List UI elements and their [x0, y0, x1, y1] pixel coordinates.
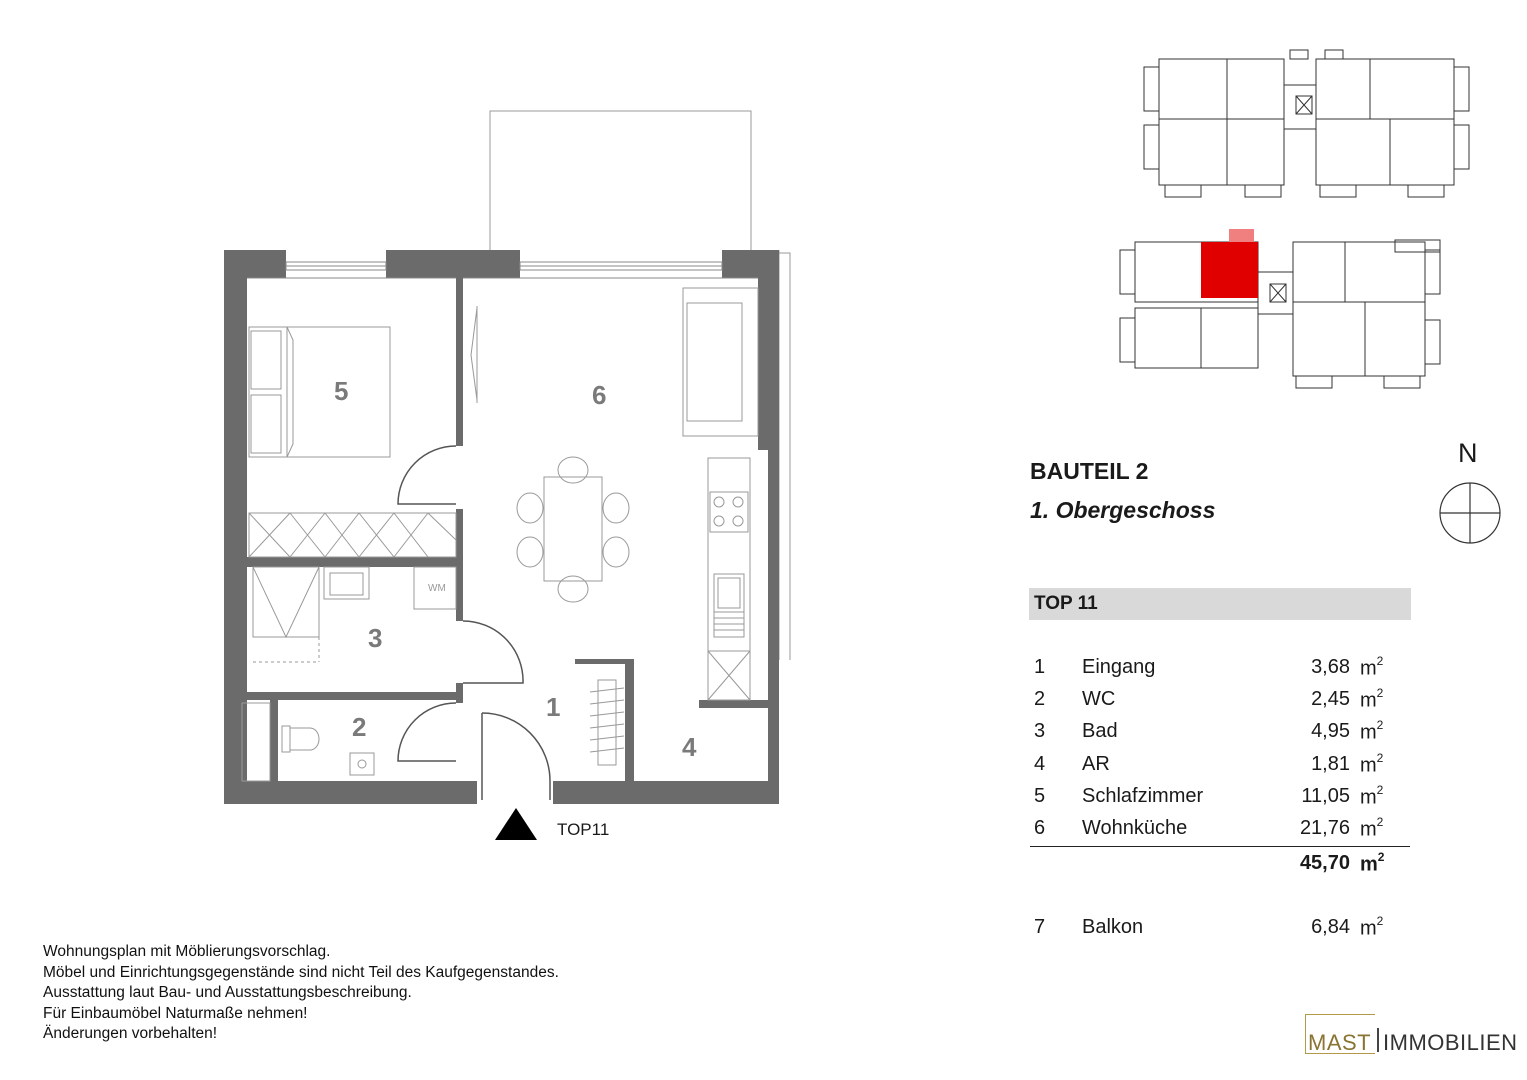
coat-rack	[590, 680, 624, 765]
total-area: 45,70	[1299, 852, 1350, 874]
room-number: 6	[1034, 817, 1046, 839]
note-line: Möbel und Einrichtungsgegenstände sind nicht Teil des Kaufgegenstandes.	[43, 963, 559, 981]
logo-separator	[1377, 1028, 1379, 1052]
door-entry	[482, 713, 550, 781]
room-number-5: 5	[334, 376, 349, 406]
logo-immobilien: IMMOBILIEN	[1383, 1030, 1518, 1055]
room-number-1: 1	[546, 692, 561, 722]
room-unit: $m^2$	[1360, 751, 1384, 777]
room-row	[1030, 785, 1390, 813]
room-row	[1030, 753, 1390, 781]
room-area: 2,45	[1311, 688, 1350, 710]
wardrobe	[249, 513, 456, 557]
room-number-3: 3	[368, 623, 383, 653]
room-number-2: 2	[352, 712, 367, 742]
unit-header-label: TOP 11	[1034, 593, 1098, 614]
plan-notes	[43, 942, 559, 1045]
room-row	[1030, 688, 1390, 716]
room-number-6: 6	[592, 380, 607, 410]
balcony-name: Balkon	[1082, 916, 1144, 938]
key-plan-lower	[1120, 240, 1440, 388]
north-label: N	[1458, 438, 1478, 468]
unit-highlight	[1201, 242, 1258, 298]
room-name: Bad	[1082, 720, 1118, 742]
note-line: Wohnungsplan mit Möblierungsvorschlag.	[43, 943, 331, 960]
floor-title: 1. Obergeschoss	[1030, 497, 1216, 523]
sofa	[683, 288, 758, 436]
note-line: Ausstattung laut Bau- und Ausstattungsbeschreibung.	[43, 984, 412, 1001]
room-number: 4	[1034, 753, 1046, 775]
building-title: BAUTEIL 2	[1030, 458, 1149, 484]
balcony-outline	[490, 111, 790, 660]
door-bath	[463, 621, 523, 683]
room-name: WC	[1082, 688, 1116, 710]
unit-header	[1029, 588, 1411, 620]
room-area: 11,05	[1301, 785, 1350, 807]
total-row	[1030, 852, 1390, 880]
company-logo	[1305, 1014, 1518, 1055]
room-unit: $m^2$	[1360, 783, 1384, 809]
room-row	[1030, 817, 1390, 845]
room-number: 2	[1034, 688, 1046, 710]
tv	[471, 306, 477, 403]
bathroom-fixtures	[253, 567, 456, 662]
room-area: 21,76	[1299, 817, 1350, 839]
dining-table	[517, 457, 629, 602]
logo-mast: MAST	[1308, 1030, 1372, 1055]
walls	[224, 250, 779, 804]
room-row	[1030, 656, 1390, 684]
balcony-area: 6,84	[1311, 916, 1350, 938]
room-area: 3,68	[1311, 656, 1350, 678]
note-line: Für Einbaumöbel Naturmaße nehmen!	[43, 1004, 308, 1022]
room-name: AR	[1082, 753, 1110, 775]
balcony-unit: $m^2$	[1360, 914, 1384, 940]
balcony-highlight	[1229, 229, 1254, 242]
balcony-number: 7	[1034, 916, 1046, 938]
washer-label: WM	[428, 583, 446, 594]
room-number-4: 4	[682, 732, 697, 762]
room-name: Eingang	[1082, 656, 1156, 678]
total-unit: $m^2$	[1360, 850, 1385, 876]
room-name: Wohnküche	[1082, 817, 1188, 839]
note-line: Änderungen vorbehalten!	[43, 1025, 218, 1042]
room-unit: $m^2$	[1360, 718, 1384, 744]
room-number: 5	[1034, 785, 1046, 807]
room-area: 1,81	[1311, 753, 1350, 775]
door-bedroom	[398, 446, 456, 504]
balcony-row	[1030, 916, 1390, 944]
room-area: 4,95	[1311, 720, 1350, 742]
entry-label: TOP11	[557, 820, 610, 839]
kitchen	[708, 458, 750, 700]
door-wc	[398, 703, 456, 761]
room-number: 3	[1034, 720, 1046, 742]
double-bed	[249, 327, 390, 457]
room-number: 1	[1034, 656, 1046, 678]
room-unit: $m^2$	[1360, 654, 1384, 680]
north-compass-icon	[1440, 483, 1500, 543]
entry-marker-icon	[495, 808, 537, 840]
room-name: Schlafzimmer	[1082, 785, 1204, 807]
room-unit: $m^2$	[1360, 686, 1384, 712]
room-unit: $m^2$	[1360, 815, 1384, 841]
key-plan-upper	[1144, 50, 1469, 197]
room-row	[1030, 720, 1390, 748]
total-divider	[1030, 846, 1410, 847]
